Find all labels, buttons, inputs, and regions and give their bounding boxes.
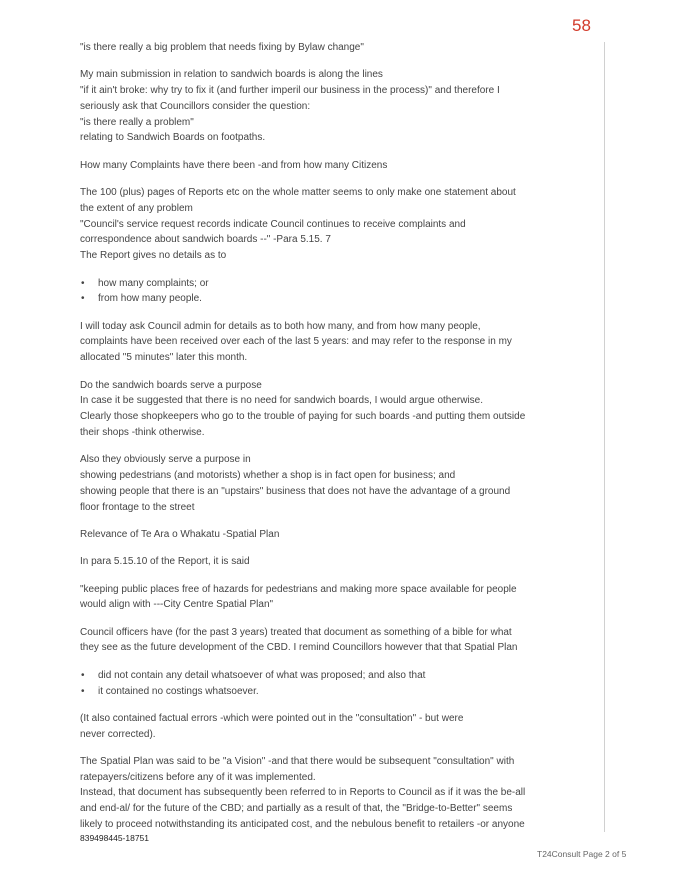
text-line: showing pedestrians (and motorists) whether a shop is in fact open for business; and xyxy=(80,470,456,482)
paragraph xyxy=(80,625,570,657)
bullet-list-2 xyxy=(80,668,570,700)
text-line: likely to proceed notwithstanding its anticipated cost, and the nebulous benefit to retailers -or anyone xyxy=(80,819,525,831)
text-line: "is there really a big problem that needs fixing by Bylaw change" xyxy=(80,42,364,53)
text-line: How many Complaints have there been -and from how many Citizens xyxy=(80,159,388,171)
text-line: would align with ---City Centre Spatial Plan" xyxy=(80,599,274,611)
paragraph xyxy=(80,582,570,614)
paragraph xyxy=(80,711,570,743)
text-line: complaints have been received over each of the last 5 years: and may refer to the response in my xyxy=(80,336,512,348)
page-number: 58 xyxy=(572,16,591,35)
text-line: allocated "5 minutes" later this month. xyxy=(80,352,248,364)
text-line: their shops -think otherwise. xyxy=(80,426,205,438)
paragraph xyxy=(80,554,570,570)
paragraph xyxy=(80,40,570,56)
text-line: correspondence about sandwich boards --" -Para 5.15. 7 xyxy=(80,234,331,246)
text-line: floor frontage to the street xyxy=(80,501,195,513)
paragraph xyxy=(80,158,570,174)
list-item: • from how many people. xyxy=(80,291,570,307)
text-line: Relevance of Te Ara o Whakatu -Spatial Plan xyxy=(80,528,280,540)
page-footer: T24Consult Page 2 of 5 xyxy=(537,849,627,859)
paragraph xyxy=(80,67,570,146)
text-line: and end-al/ for the future of the CBD; and partially as a result of that, the "Bridge-to-Better" seems xyxy=(80,803,513,815)
text-line: My main submission in relation to sandwich boards is along the lines xyxy=(80,69,383,81)
text-line: The 100 (plus) pages of Reports etc on the whole matter seems to only make one statement about xyxy=(80,187,516,199)
paragraph-group-3 xyxy=(80,711,570,833)
text-line: Also they obviously serve a purpose in xyxy=(80,454,251,466)
text-line: Do the sandwich boards serve a purpose xyxy=(80,379,262,391)
paragraph xyxy=(80,452,570,515)
paragraph-group-2 xyxy=(80,319,570,657)
list-item: • did not contain any detail whatsoever of what was proposed; and also that xyxy=(80,668,570,684)
paragraph xyxy=(80,527,570,543)
text-line: never corrected). xyxy=(80,728,156,740)
document-id: 839498445-18751 xyxy=(80,833,150,843)
text-line: Clearly those shopkeepers who go to the trouble of paying for such boards -and putting them outside xyxy=(80,411,526,423)
margin-rule xyxy=(604,42,605,832)
text-line: they see as the future development of the CBD. I remind Councillors however that that Spatial Plan xyxy=(80,642,518,654)
text-line: Instead, that document has subsequently been referred to in Reports to Council as if it was the be-all xyxy=(80,787,526,799)
paragraph xyxy=(80,754,570,833)
paragraph xyxy=(80,185,570,264)
text-line: Council officers have (for the past 3 years) treated that document as something of a bible for what xyxy=(80,626,512,638)
text-line: "is there really a problem" xyxy=(80,116,194,128)
text-line: (It also contained factual errors -which were pointed out in the "consultation" - but were xyxy=(80,712,464,724)
text-line: In para 5.15.10 of the Report, it is said xyxy=(80,556,250,568)
paragraph-group-1 xyxy=(80,40,570,264)
list-item: • how many complaints; or xyxy=(80,276,570,292)
paragraph xyxy=(80,378,570,441)
text-line: seriously ask that Councillors consider the question: xyxy=(80,100,311,112)
bullet-list-1 xyxy=(80,276,570,308)
text-line: The Report gives no details as to xyxy=(80,250,227,262)
text-line: I will today ask Council admin for details as to both how many, and from how many people, xyxy=(80,320,481,332)
list-item: • it contained no costings whatsoever. xyxy=(80,684,570,700)
text-line: "if it ain't broke: why try to fix it (and further imperil our business in the process)" and therefore I xyxy=(80,85,500,97)
text-line: "Council's service request records indicate Council continues to receive complaints and xyxy=(80,218,466,230)
text-line: relating to Sandwich Boards on footpaths. xyxy=(80,132,266,144)
paragraph xyxy=(80,319,570,366)
text-line: The Spatial Plan was said to be "a Vision" -and that there would be subsequent "consultation" with xyxy=(80,755,515,767)
text-line: the extent of any problem xyxy=(80,202,193,214)
text-line: In case it be suggested that there is no need for sandwich boards, I would argue otherwise. xyxy=(80,395,484,407)
text-line: showing people that there is an "upstairs" business that does not have the advantage of a ground xyxy=(80,485,511,497)
text-line: "keeping public places free of hazards for pedestrians and making more space available for people xyxy=(80,583,517,595)
text-line: ratepayers/citizens before any of it was implemented. xyxy=(80,771,316,783)
document-body xyxy=(80,40,570,844)
